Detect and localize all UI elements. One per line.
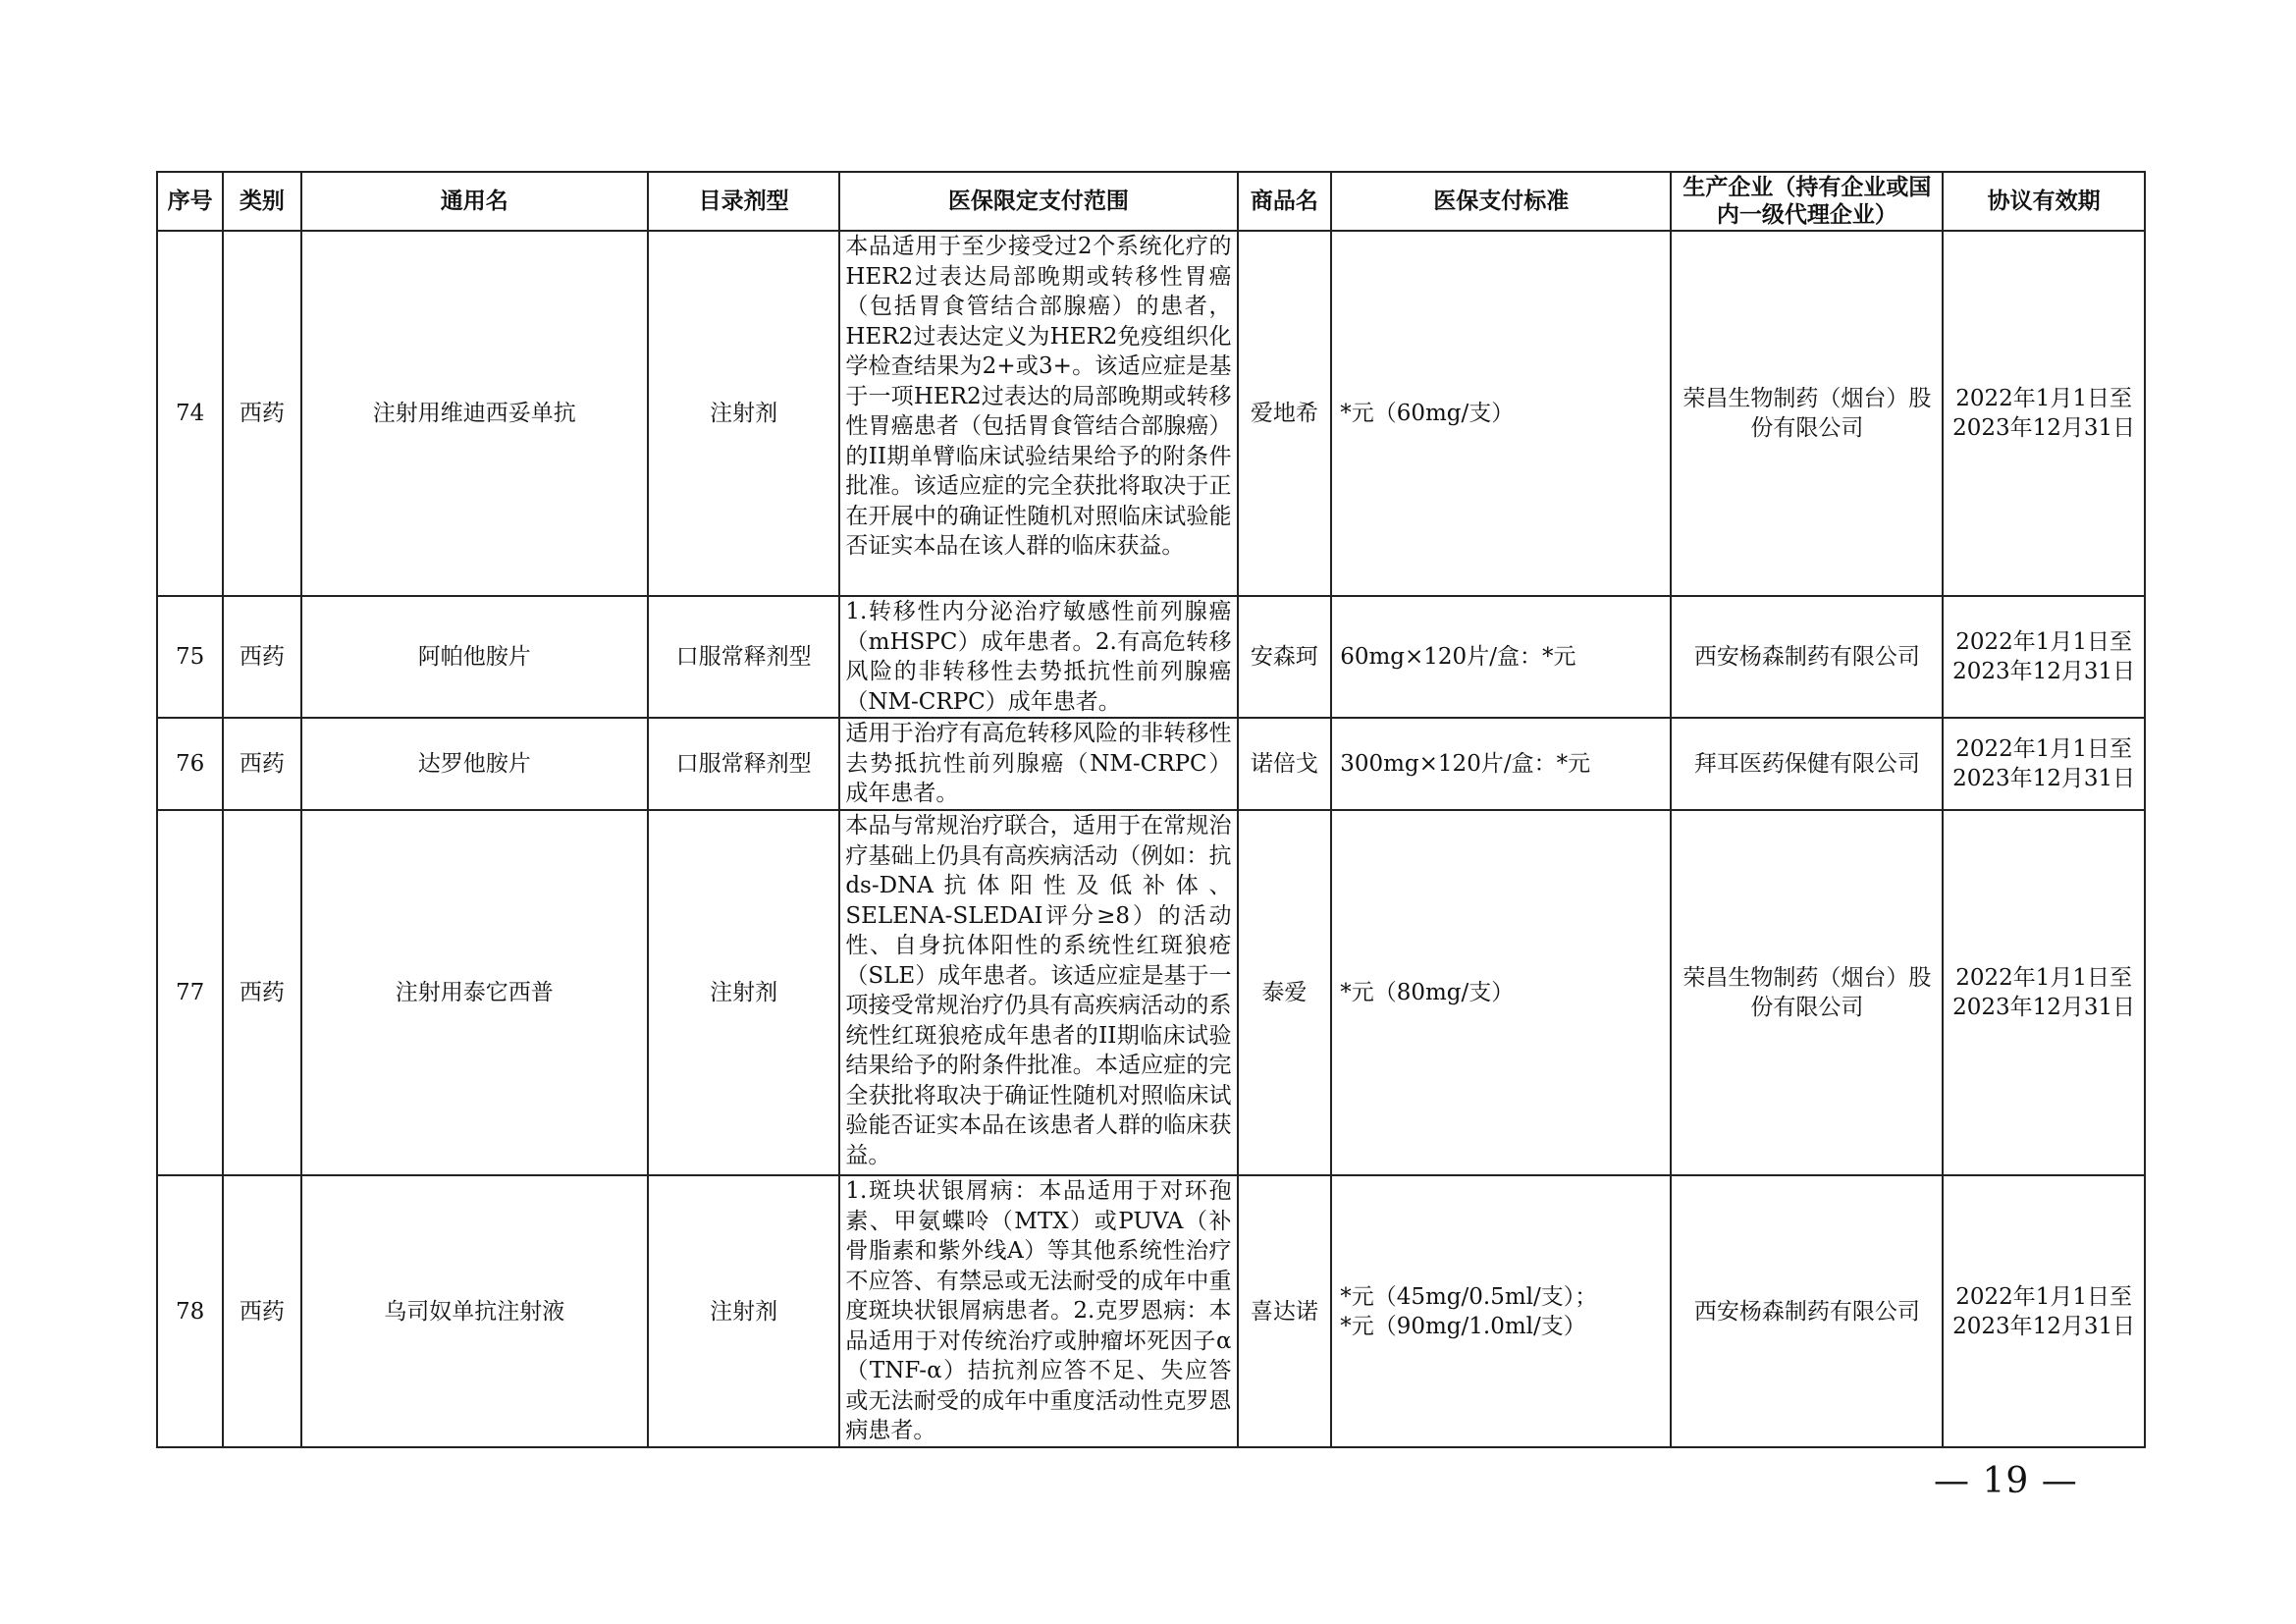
drug-list-table (156, 171, 2146, 1448)
header-brand: 商品名 (1238, 172, 1332, 231)
cell-dosage-form: 注射剂 (648, 231, 839, 596)
cell-brand: 诺倍戈 (1238, 718, 1332, 810)
cell-generic-name: 达罗他胺片 (301, 718, 648, 810)
cell-price (1331, 1175, 1671, 1447)
cell-no: 78 (157, 1175, 223, 1447)
price-line: *元（80mg/支） (1340, 980, 1515, 1005)
cell-generic-name: 阿帕他胺片 (301, 596, 648, 718)
table-row (157, 1175, 2145, 1447)
page-number: — 19 — (1934, 1461, 2078, 1501)
cell-category: 西药 (223, 810, 300, 1175)
header-validity: 协议有效期 (1943, 172, 2145, 231)
cell-no: 75 (157, 596, 223, 718)
price-line: *元（45mg/0.5ml/支）； (1340, 1283, 1598, 1310)
cell-generic-name: 注射用泰它西普 (301, 810, 648, 1175)
cell-dosage-form: 注射剂 (648, 1175, 839, 1447)
header-category: 类别 (223, 172, 300, 231)
cell-category: 西药 (223, 596, 300, 718)
header-company: 生产企业（持有企业或国内一级代理企业） (1671, 172, 1943, 231)
cell-price (1331, 231, 1671, 596)
cell-scope: 1.斑块状银屑病：本品适用于对环孢素、甲氨蝶呤（MTX）或PUVA（补骨脂素和紫外线A）等其他系统性治疗不应答、有禁忌或无法耐受的成年中重度斑块状银屑病患者。2.克罗恩病：本品适用于对传统治疗或肿瘤坏死因子α（TNF-α）拮抗剂应答不足、失应答或无法耐受的成年中重度活动性克罗恩病患者。 (839, 1175, 1237, 1447)
cell-validity: 2022年1月1日至2023年12月31日 (1943, 718, 2145, 810)
header-dosage-form: 目录剂型 (648, 172, 839, 231)
price-line: *元（60mg/支） (1340, 401, 1515, 426)
cell-category: 西药 (223, 1175, 300, 1447)
cell-validity: 2022年1月1日至2023年12月31日 (1943, 596, 2145, 718)
cell-generic-name: 注射用维迪西妥单抗 (301, 231, 648, 596)
cell-brand: 泰爱 (1238, 810, 1332, 1175)
cell-dosage-form: 口服常释剂型 (648, 596, 839, 718)
cell-company: 荣昌生物制药（烟台）股份有限公司 (1671, 810, 1943, 1175)
cell-no: 76 (157, 718, 223, 810)
header-no: 序号 (157, 172, 223, 231)
cell-company: 拜耳医药保健有限公司 (1671, 718, 1943, 810)
cell-brand: 爱地希 (1238, 231, 1332, 596)
table-row (157, 231, 2145, 596)
cell-dosage-form: 口服常释剂型 (648, 718, 839, 810)
cell-scope: 本品与常规治疗联合，适用于在常规治疗基础上仍具有高疾病活动（例如：抗ds-DNA抗体阳性及低补体、SELENA-SLEDAI评分≥8）的活动性、自身抗体阳性的系统性红斑狼疮（SLE）成年患者。该适应症是基于一项接受常规治疗仍具有高疾病活动的系统性红斑狼疮成年患者的II期临床试验结果给予的附条件批准。本适应症的完全获批将取决于确证性随机对照临床试验能否证实本品在该患者人群的临床获益。 (839, 810, 1237, 1175)
cell-scope: 适用于治疗有高危转移风险的非转移性去势抵抗性前列腺癌（NM-CRPC）成年患者。 (839, 718, 1237, 810)
cell-price (1331, 810, 1671, 1175)
cell-company: 荣昌生物制药（烟台）股份有限公司 (1671, 231, 1943, 596)
price-line: 300mg×120片/盒：*元 (1340, 751, 1591, 777)
price-line: *元（90mg/1.0ml/支） (1340, 1313, 1586, 1339)
price-line: 60mg×120片/盒：*元 (1340, 644, 1576, 670)
table-row (157, 596, 2145, 718)
cell-company: 西安杨森制药有限公司 (1671, 1175, 1943, 1447)
header-generic-name: 通用名 (301, 172, 648, 231)
table-row (157, 810, 2145, 1175)
cell-validity: 2022年1月1日至2023年12月31日 (1943, 810, 2145, 1175)
cell-brand: 喜达诺 (1238, 1175, 1332, 1447)
cell-scope: 1.转移性内分泌治疗敏感性前列腺癌（mHSPC）成年患者。2.有高危转移风险的非转移性去势抵抗性前列腺癌（NM-CRPC）成年患者。 (839, 596, 1237, 718)
cell-price (1331, 718, 1671, 810)
cell-category: 西药 (223, 231, 300, 596)
header-price: 医保支付标准 (1331, 172, 1671, 231)
cell-price (1331, 596, 1671, 718)
cell-dosage-form: 注射剂 (648, 810, 839, 1175)
header-row (157, 172, 2145, 231)
cell-generic-name: 乌司奴单抗注射液 (301, 1175, 648, 1447)
table-row (157, 718, 2145, 810)
header-scope: 医保限定支付范围 (839, 172, 1237, 231)
cell-scope: 本品适用于至少接受过2个系统化疗的HER2过表达局部晚期或转移性胃癌（包括胃食管结合部腺癌）的患者，HER2过表达定义为HER2免疫组织化学检查结果为2+或3+。该适应症是基于一项HER2过表达的局部晚期或转移性胃癌患者（包括胃食管结合部腺癌）的II期单臂临床试验结果给予的附条件批准。该适应症的完全获批将取决于正在开展中的确证性随机对照临床试验能否证实本品在该人群的临床获益。 (839, 231, 1237, 596)
cell-category: 西药 (223, 718, 300, 810)
cell-brand: 安森珂 (1238, 596, 1332, 718)
cell-no: 74 (157, 231, 223, 596)
cell-validity: 2022年1月1日至2023年12月31日 (1943, 1175, 2145, 1447)
cell-company: 西安杨森制药有限公司 (1671, 596, 1943, 718)
cell-no: 77 (157, 810, 223, 1175)
cell-validity: 2022年1月1日至2023年12月31日 (1943, 231, 2145, 596)
